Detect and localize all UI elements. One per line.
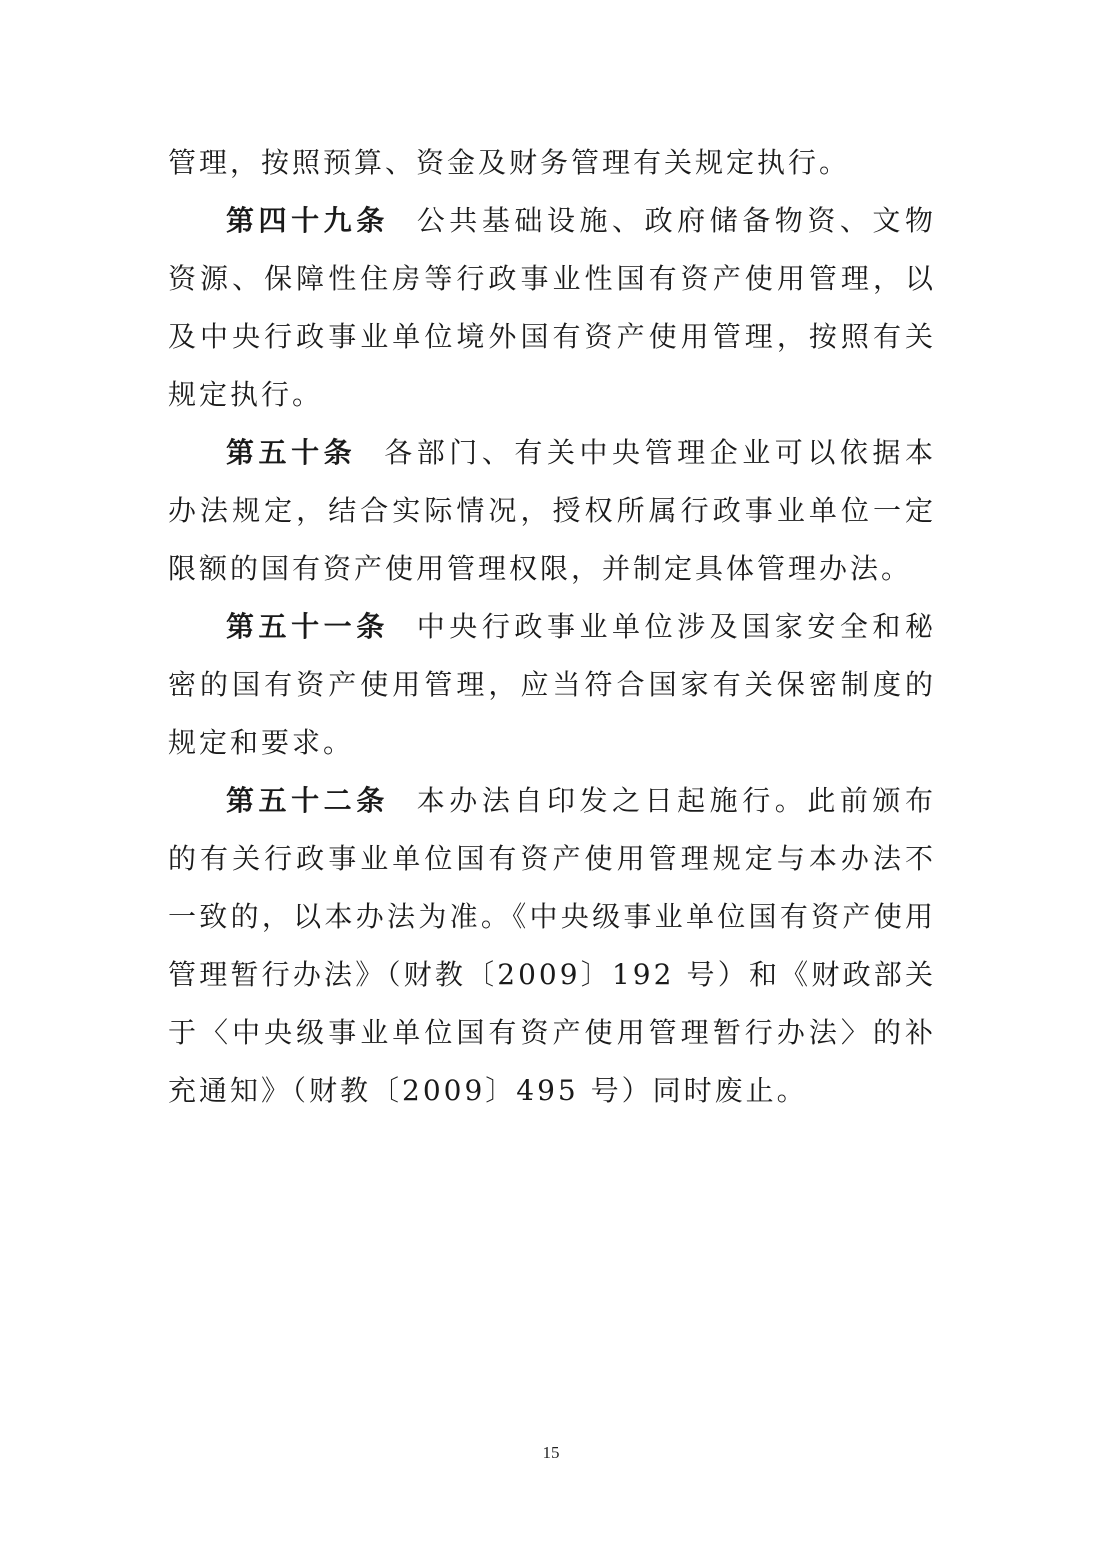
article-text: 中央行政事业单位涉及国家安全和秘密的国有资产使用管理，应当符合国家有关保密制度的规定和要求。 — [168, 610, 936, 759]
article-text: 各部门、有关中央管理企业可以依据本办法规定，结合实际情况，授权所属行政事业单位一定限额的国有资产使用管理权限，并制定具体管理办法。 — [168, 436, 936, 585]
article-text: 本办法自印发之日起施行。此前颁布的有关行政事业单位国有资产使用管理规定与本办法不一致的，以本办法为准。《中央级事业单位国有资产使用管理暂行办法》（财教〔2009〕192 号）和《财政部关于〈中央级事业单位国有资产使用管理暂行办法〉的补充通知》（财教〔2009〕495 号）同时废止。 — [168, 784, 936, 1107]
document-body — [168, 134, 936, 1120]
article-50 — [168, 424, 936, 598]
continuation-paragraph: 管理，按照预算、资金及财务管理有关规定执行。 — [168, 146, 851, 179]
article-52 — [168, 772, 936, 1120]
article-number: 第五十一条 — [226, 610, 389, 643]
article-number: 第五十条 — [226, 436, 357, 469]
article-49 — [168, 192, 936, 424]
page-number: 15 — [542, 1443, 560, 1462]
article-text: 公共基础设施、政府储备物资、文物资源、保障性住房等行政事业性国有资产使用管理，以及中央行政事业单位境外国有资产使用管理，按照有关规定执行。 — [168, 204, 936, 411]
article-51 — [168, 598, 936, 772]
article-number: 第四十九条 — [226, 204, 389, 237]
article-number: 第五十二条 — [226, 784, 389, 817]
